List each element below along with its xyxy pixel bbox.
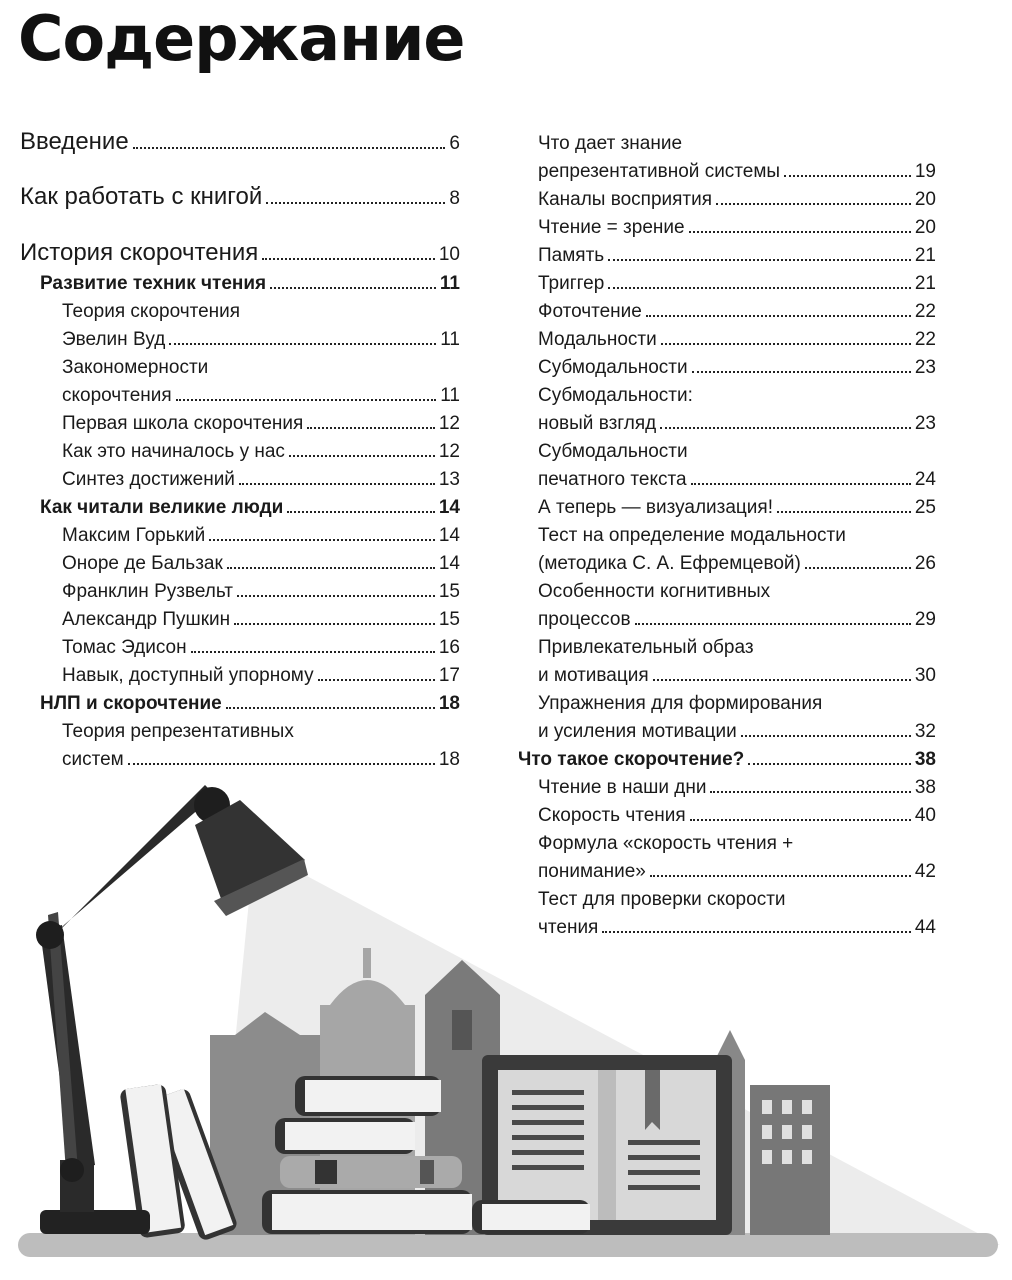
dot-leader [691, 483, 911, 485]
toc-entry-title: и усиления мотивации [538, 721, 737, 742]
toc-entry-line [538, 413, 936, 435]
toc-entry-line [20, 239, 460, 267]
toc-entry-line [538, 497, 936, 519]
toc-entry-page: 14 [438, 525, 460, 546]
toc-entry-line [62, 525, 460, 547]
toc-entry-title-start: Субмодальности: [538, 385, 693, 406]
toc-entry-title: Триггер [538, 273, 605, 294]
toc-entry-title: НЛП и скорочтение [40, 693, 222, 714]
toc-entry-page: 11 [439, 273, 460, 294]
toc-entry-title: Первая школа скорочтения [62, 413, 304, 434]
toc-entry-title: История скорочтения [20, 239, 259, 266]
dot-leader [307, 427, 435, 429]
toc-entry[interactable] [518, 239, 936, 267]
toc-entry-page: 11 [440, 385, 460, 406]
toc-entry-title-line1 [538, 693, 822, 715]
toc-entry-title: Как это начиналось у нас [62, 441, 285, 462]
dot-leader [635, 623, 911, 625]
toc-entry-page: 30 [914, 665, 936, 686]
toc-entry-page: 38 [914, 777, 936, 798]
toc-entry-line [538, 329, 936, 351]
toc-entry-title: Память [538, 245, 605, 266]
toc-entry-title-line1 [62, 301, 240, 323]
toc-entry-page: 12 [438, 441, 460, 462]
toc-entry-page: 15 [438, 609, 460, 630]
toc-entry-page: 11 [440, 329, 460, 350]
toc-entry[interactable] [518, 295, 936, 323]
toc-entry-title: печатного текста [538, 469, 687, 490]
toc-entry-line [538, 469, 936, 491]
toc-entry[interactable] [518, 743, 936, 771]
toc-entry[interactable] [20, 631, 460, 659]
toc-entry[interactable] [20, 721, 460, 771]
toc-entry-page: 13 [438, 469, 460, 490]
toc-entry-title-start: Субмодальности [538, 441, 688, 462]
toc-entry-page: 14 [438, 553, 460, 574]
dot-leader [653, 679, 911, 681]
toc-entry-title-line1 [538, 441, 688, 463]
dot-leader [784, 175, 911, 177]
toc-entry-title: Чтение = зрение [538, 217, 685, 238]
toc-entry-title-line1 [62, 721, 294, 743]
toc-entry[interactable] [20, 183, 460, 211]
dot-leader [661, 343, 911, 345]
toc-entry[interactable] [518, 351, 936, 379]
toc-entry[interactable] [20, 687, 460, 715]
dot-leader [692, 371, 911, 373]
dot-leader [689, 231, 911, 233]
toc-entry-line [62, 609, 460, 631]
toc-entry-title: Франклин Рузвельт [62, 581, 233, 602]
toc-entry-line [40, 693, 460, 715]
dot-leader [270, 287, 436, 289]
toc-entry-line [538, 189, 936, 211]
toc-entry-page: 25 [914, 497, 936, 518]
toc-entry-line [518, 749, 936, 771]
toc-entry-page: 14 [438, 497, 460, 518]
toc-entry-title-line1 [62, 357, 208, 379]
toc-entry-title-start: Привлекательный образ [538, 637, 754, 658]
toc-entry-page: 23 [914, 413, 936, 434]
toc-entry-page: 6 [449, 133, 460, 154]
toc-entry-title: и мотивация [538, 665, 649, 686]
toc-entry-title: Как читали великие люди [40, 497, 284, 518]
toc-entry-line [538, 273, 936, 295]
dot-leader [226, 707, 435, 709]
toc-entry-page: 44 [914, 917, 936, 938]
dot-leader [191, 651, 435, 653]
toc-entry[interactable] [20, 659, 460, 687]
toc-entry-title: Скорость чтения [538, 805, 686, 826]
toc-entry-line [62, 553, 460, 575]
dot-leader [266, 202, 445, 204]
toc-entry-page: 23 [914, 357, 936, 378]
toc-entry-line [62, 665, 460, 687]
dot-leader [741, 735, 911, 737]
toc-entry-title: чтения [538, 917, 599, 938]
toc-entry-page: 29 [914, 609, 936, 630]
toc-entry[interactable] [518, 441, 936, 491]
dot-leader [237, 595, 435, 597]
toc-entry-page: 21 [914, 245, 936, 266]
toc-entry-line [62, 469, 460, 491]
toc-entry-page: 22 [914, 329, 936, 350]
toc-entry-line [538, 217, 936, 239]
toc-entry-line [62, 441, 460, 463]
toc-entry-title: А теперь — визуализация! [538, 497, 773, 518]
toc-entry-title-line1 [538, 581, 770, 603]
dot-leader [262, 258, 435, 260]
dot-leader [660, 427, 911, 429]
toc-entry[interactable] [518, 581, 936, 631]
toc-entry-page: 8 [449, 188, 460, 209]
toc-entry-page: 17 [438, 665, 460, 686]
toc-entry-line [538, 301, 936, 323]
dot-leader [234, 623, 435, 625]
toc-entry-page: 10 [438, 244, 460, 265]
toc-entry-title-line1 [538, 385, 693, 407]
toc-entry[interactable] [518, 385, 936, 435]
toc-entry-page: 12 [438, 413, 460, 434]
toc-entry-title-start: Формула «скорость чтения + [538, 833, 794, 854]
toc-entry-title-start: Упражнения для формирования [538, 693, 823, 714]
toc-entry-line [62, 413, 460, 435]
toc-entry-line [538, 553, 936, 575]
dot-leader [209, 539, 435, 541]
toc-entry-title: понимание» [538, 861, 646, 882]
toc-entry-title-start: Тест на определение модальности [538, 525, 846, 546]
dot-leader [169, 343, 436, 345]
toc-entry-line [62, 581, 460, 603]
toc-entry-title: Эвелин Вуд [62, 329, 166, 350]
toc-entry-page: 20 [914, 189, 936, 210]
toc-entry[interactable] [20, 239, 460, 267]
toc-entry-title: Введение [20, 128, 129, 155]
page-title: Содержание [18, 2, 465, 75]
toc-entry-title-start: Теория репрезентативных [62, 721, 294, 742]
toc-entry-title-line1 [538, 637, 754, 659]
desk-lamp-books-illustration [0, 780, 1012, 1280]
toc-entry-title: Оноре де Бальзак [62, 553, 223, 574]
toc-entry[interactable] [20, 603, 460, 631]
toc-entry-line [62, 329, 460, 351]
dot-leader [608, 287, 911, 289]
dot-leader [176, 399, 437, 401]
dot-leader [318, 679, 435, 681]
toc-entry-title: систем [62, 749, 124, 770]
toc-entry-title: Как работать с книгой [20, 183, 263, 210]
toc-entry[interactable] [518, 183, 936, 211]
toc-entry[interactable] [518, 211, 936, 239]
toc-entry-page: 18 [438, 749, 460, 770]
toc-entry-line [538, 357, 936, 379]
dot-leader [239, 483, 435, 485]
toc-entry-title: Синтез достижений [62, 469, 235, 490]
toc-entry-title: Фоточтение [538, 301, 642, 322]
toc-entry-line [538, 721, 936, 743]
toc-entry-title: новый взгляд [538, 413, 657, 434]
toc-entry-title: Развитие техник чтения [40, 273, 267, 294]
toc-entry-page: 38 [914, 749, 936, 770]
toc-entry-line [20, 128, 460, 156]
toc-entry[interactable] [20, 301, 460, 351]
toc-entry-page: 20 [914, 217, 936, 238]
toc-entry-page: 18 [438, 693, 460, 714]
toc-entry-title: Что такое скорочтение? [518, 749, 745, 770]
toc-entry-line [40, 273, 460, 295]
dot-leader [133, 147, 446, 149]
toc-entry-page: 32 [914, 721, 936, 742]
toc-entry[interactable] [20, 435, 460, 463]
toc-entry[interactable] [518, 693, 936, 743]
toc-entry-title: скорочтения [62, 385, 172, 406]
toc-entry-line [62, 385, 460, 407]
toc-entry-title: (методика С. А. Ефремцевой) [538, 553, 801, 574]
toc-entry-page: 40 [914, 805, 936, 826]
toc-entry[interactable] [20, 575, 460, 603]
toc-entry-line [538, 245, 936, 267]
dot-leader [608, 259, 911, 261]
toc-entry[interactable] [518, 637, 936, 687]
toc-entry-page: 22 [914, 301, 936, 322]
toc-entry[interactable] [20, 357, 460, 407]
dot-leader [748, 763, 911, 765]
toc-entry-page: 15 [438, 581, 460, 602]
toc-entry-title: Субмодальности [538, 357, 688, 378]
toc-entry-title-start: Тест для проверки скорости [538, 889, 786, 910]
toc-entry-title: Модальности [538, 329, 657, 350]
toc-entry-title-line1 [538, 133, 682, 155]
toc-entry[interactable] [20, 463, 460, 491]
toc-entry-line [538, 609, 936, 631]
dot-leader [227, 567, 435, 569]
toc-entry[interactable] [20, 519, 460, 547]
toc-entry[interactable] [20, 407, 460, 435]
toc-entry-line [538, 161, 936, 183]
dot-leader [716, 203, 911, 205]
toc-entry-title: процессов [538, 609, 631, 630]
toc-entry-title-start: Теория скорочтения [62, 301, 241, 322]
toc-entry-title: Каналы восприятия [538, 189, 713, 210]
toc-entry-page: 16 [438, 637, 460, 658]
toc-entry-page: 19 [914, 161, 936, 182]
dot-leader [128, 763, 435, 765]
toc-entry[interactable] [518, 267, 936, 295]
toc-entry-line [62, 637, 460, 659]
toc-entry[interactable] [518, 525, 936, 575]
toc-entry-title: Навык, доступный упорному [62, 665, 314, 686]
toc-entry-line [62, 749, 460, 771]
toc-entry-title-start: Закономерности [62, 357, 209, 378]
toc-entry-page: 24 [914, 469, 936, 490]
toc-entry[interactable] [518, 491, 936, 519]
toc-entry[interactable] [518, 133, 936, 183]
toc-entry-page: 42 [914, 861, 936, 882]
toc-entry-line [20, 183, 460, 211]
toc-entry[interactable] [20, 547, 460, 575]
toc-entry-page: 26 [914, 553, 936, 574]
toc-entry[interactable] [518, 323, 936, 351]
toc-entry-title-start: Что дает знание [538, 133, 683, 154]
toc-entry-title: Александр Пушкин [62, 609, 231, 630]
toc-entry-title: репрезентативной системы [538, 161, 781, 182]
toc-entry-line [40, 497, 460, 519]
toc-entry[interactable] [20, 267, 460, 295]
toc-entry-line [538, 665, 936, 687]
dot-leader [287, 511, 434, 513]
toc-entry[interactable] [20, 491, 460, 519]
toc-entry-title: Чтение в наши дни [538, 777, 707, 798]
toc-entry-title: Максим Горький [62, 525, 206, 546]
dot-leader [289, 455, 435, 457]
dot-leader [646, 315, 911, 317]
toc-entry-page: 21 [914, 273, 936, 294]
toc-entry[interactable] [20, 128, 460, 156]
toc-entry-title-start: Особенности когнитивных [538, 581, 771, 602]
dot-leader [805, 567, 911, 569]
toc-entry-title-line1 [538, 525, 846, 547]
dot-leader [777, 511, 911, 513]
toc-entry-title: Томас Эдисон [62, 637, 187, 658]
